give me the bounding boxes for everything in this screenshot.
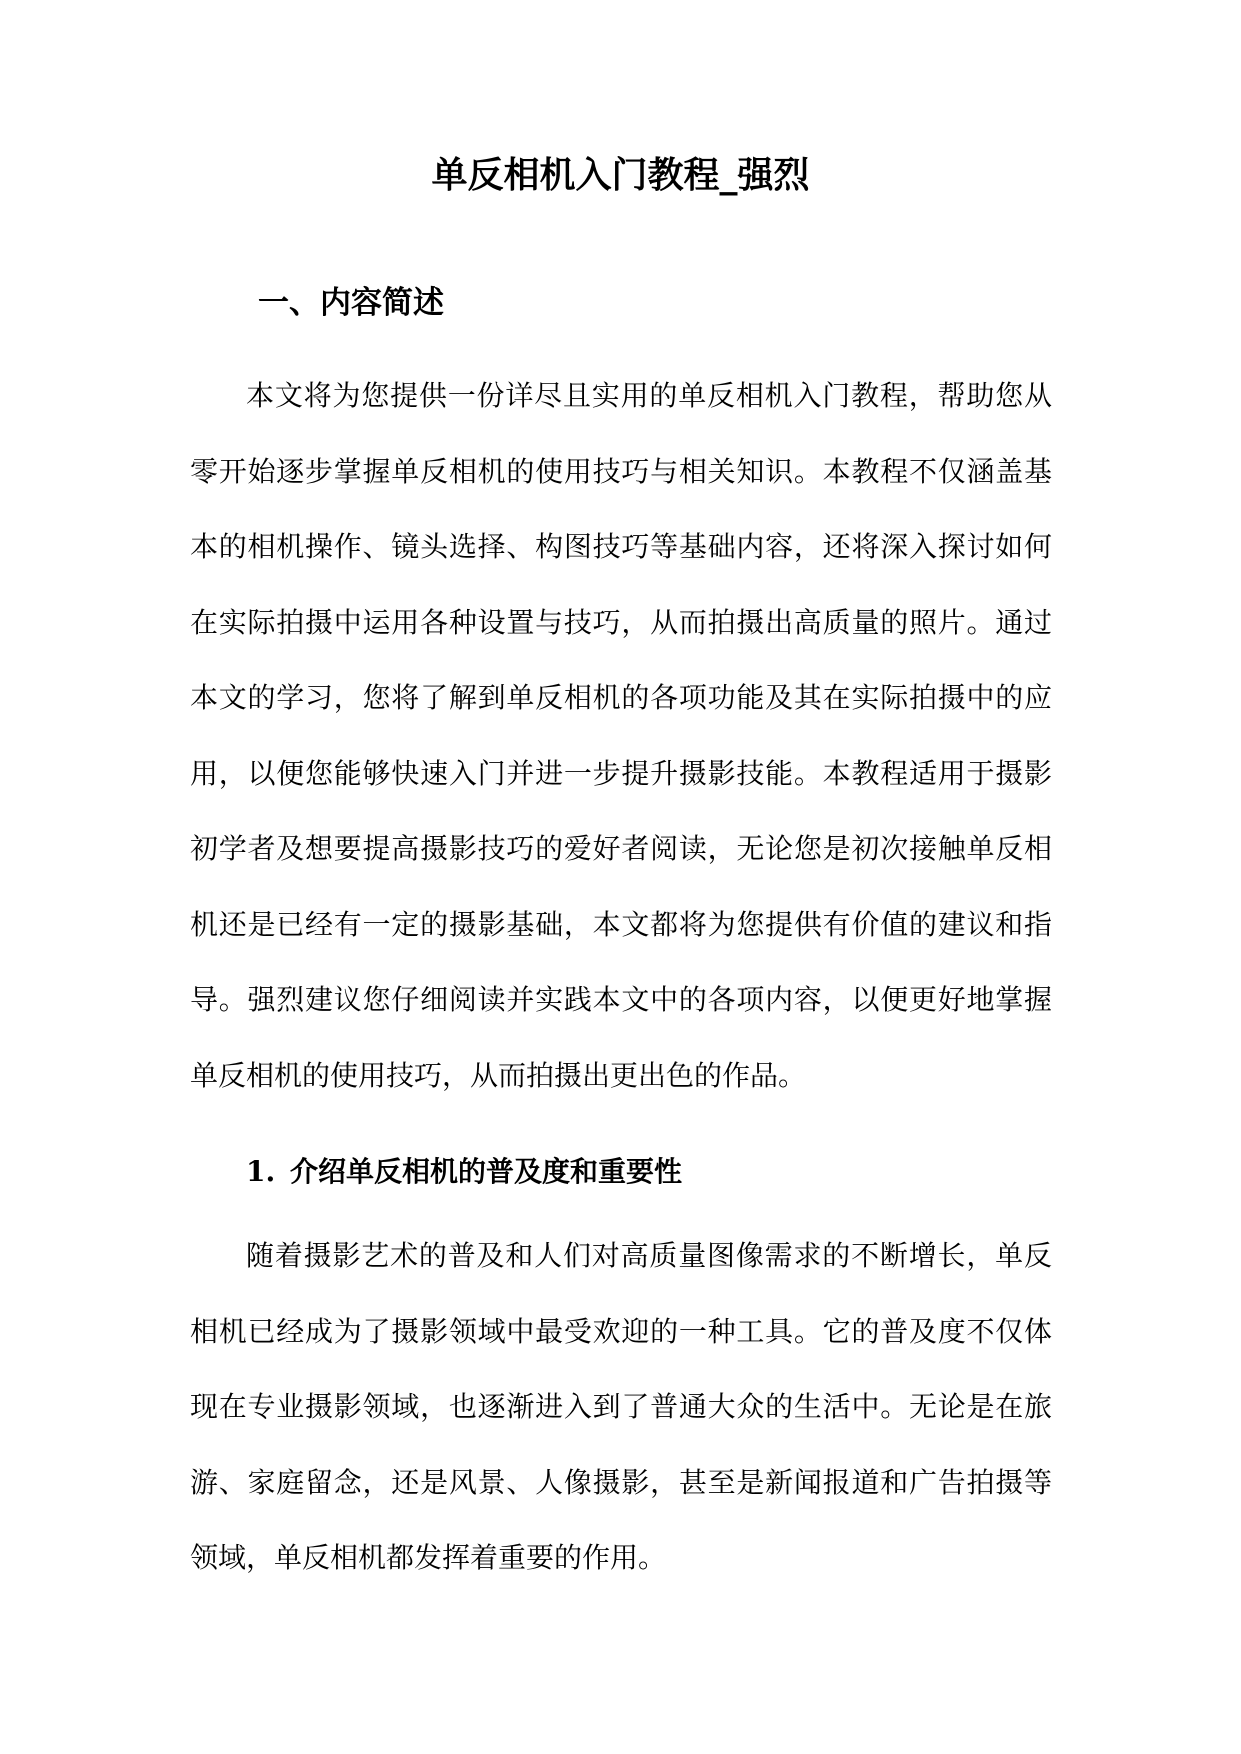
subsection-number: 1. <box>246 1155 276 1188</box>
overview-paragraph: 本文将为您提供一份详尽且实用的单反相机入门教程，帮助您从零开始逐步掌握单反相机的使用技巧与相关知识。本教程不仅涵盖基本的相机操作、镜头选择、构图技巧等基础内容，还将深入探讨如何在实际拍摄中运用各种设置与技巧，从而拍摄出高质量的照片。通过本文的学习，您将了解到单反相机的各项功能及其在实际拍摄中的应用，以便您能够快速入门并进一步提升摄影技能。本教程适用于摄影初学者及想要提高摄影技巧的爱好者阅读，无论您是初次接触单反相机还是已经有一定的摄影基础，本文都将为您提供有价值的建议和指导。强烈建议您仔细阅读并实践本文中的各项内容，以便更好地掌握单反相机的使用技巧，从而拍摄出更出色的作品。 <box>190 379 1052 1092</box>
section-heading-overview: 一、内容简述 <box>258 285 444 321</box>
subsection-heading <box>246 1152 682 1192</box>
subsection-heading-text: 介绍单反相机的普及度和重要性 <box>290 1155 683 1188</box>
document-title: 单反相机入门教程_强烈 <box>431 154 810 196</box>
popularity-paragraph: 随着摄影艺术的普及和人们对高质量图像需求的不断增长，单反相机已经成为了摄影领域中最受欢迎的一种工具。它的普及度不仅体现在专业摄影领域，也逐渐进入到了普通大众的生活中。无论是在旅游、家庭留念，还是风景、人像摄影，甚至是新闻报道和广告拍摄等领域，单反相机都发挥着重要的作用。 <box>190 1239 1052 1574</box>
